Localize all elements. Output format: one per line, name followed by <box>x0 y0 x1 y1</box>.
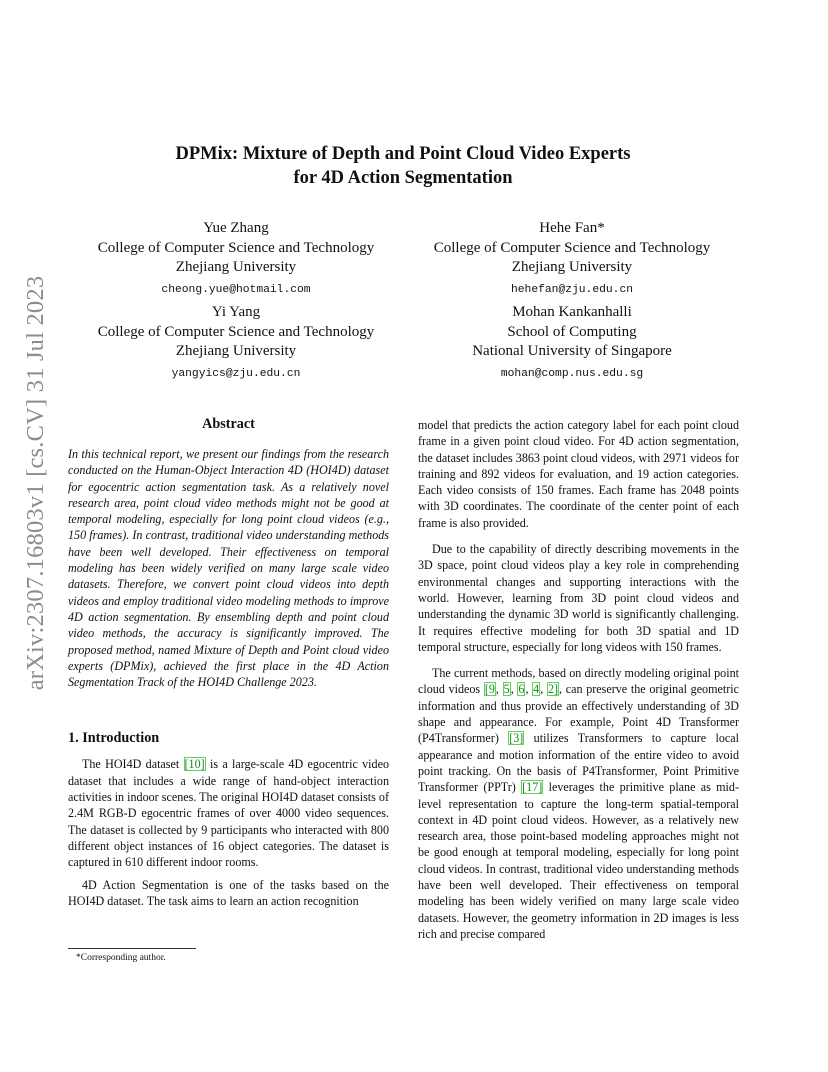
author-name: Yi Yang <box>211 304 261 320</box>
author-affiliation: College of Computer Science and Technology <box>433 239 711 256</box>
citation-link[interactable]: [9 <box>484 682 495 697</box>
citation-link[interactable]: [17] <box>522 780 543 795</box>
abstract-heading: Abstract <box>202 416 255 432</box>
intro-paragraph-4: The current methods, based on directly modeling original point cloud videos [9, 5, 6, 4, 2], can preserve the original geometric information and thus provide an effectively understanding of 3D shape and appearance. For example, Point 4D Transformer (P4Transformer) [3] utilizes Transformers to capture local appearance and motion information of the entire video to avoid point tracking. On the basis of P4Transformer, Point Primitive Transformer (PPTr) [17] leverages the primitive plane as mid-level representation to capture the long-term spatial-temporal context in 4D point cloud videos. However, as a relatively new research area, those point-based modeling approaches might not be good enough at temporal modeling, especially for long point cloud videos. In contrast, traditional video understanding methods have been well developed. Their effectiveness on temporal modeling has been widely verified on many large scale video datasets. However, the geometry information in 2D images is less rich and precise compared <box>418 666 739 941</box>
footnote-rule <box>68 948 196 949</box>
author-name: Yue Zhang <box>203 220 269 236</box>
author-institution: Zhejiang University <box>175 343 297 359</box>
intro-paragraph-2: 4D Action Segmentation is one of the tasks based on the HOI4D dataset. The task aims to learn an action recognition <box>68 877 389 908</box>
author-email: yangyics@zju.edu.cn <box>171 367 301 380</box>
author-block-2 <box>392 219 752 298</box>
citation-link[interactable]: 2] <box>547 682 559 697</box>
author-affiliation: College of Computer Science and Technology <box>97 239 375 256</box>
citation-link[interactable]: 6 <box>518 682 525 697</box>
arxiv-identifier-text: arXiv:2307.16803v1 [cs.CV] 31 Jul 2023 <box>22 275 49 691</box>
author-block-4 <box>392 303 752 382</box>
footnote: *Corresponding author. <box>76 953 166 963</box>
author-name: Mohan Kankanhalli <box>512 304 632 320</box>
paper-title <box>100 142 706 190</box>
citation-link[interactable]: 4 <box>533 682 540 697</box>
paper-title-line2: for 4D Action Segmentation <box>293 168 513 188</box>
author-email: mohan@comp.nus.edu.sg <box>500 367 644 380</box>
author-institution: Zhejiang University <box>511 259 633 275</box>
author-institution: National University of Singapore <box>472 343 672 359</box>
author-institution: Zhejiang University <box>175 259 297 275</box>
right-column <box>418 417 739 942</box>
citation-link[interactable]: 5 <box>503 682 510 697</box>
author-affiliation: School of Computing <box>507 323 637 340</box>
paper-title-line1: DPMix: Mixture of Depth and Point Cloud Video Experts <box>175 144 631 164</box>
citation-link[interactable]: [3] <box>509 731 524 746</box>
left-column <box>68 414 389 909</box>
author-block-3 <box>56 303 416 382</box>
section-heading-introduction: 1. Introduction <box>68 730 160 747</box>
author-email: hehefan@zju.edu.cn <box>510 283 634 296</box>
citation-link[interactable]: [10] <box>184 757 205 772</box>
author-email: cheong.yue@hotmail.com <box>161 283 311 296</box>
arxiv-identifier <box>22 275 50 691</box>
intro-paragraph-3: Due to the capability of directly describing movements in the 3D space, point cloud videos play a key role in comprehending environmental changes and supporting interactions with the world. However, learning from 3D point cloud videos and understanding the dynamic 3D world is significantly challenging. It requires effective modeling for both 3D spatial and 1D temporal structure, especially for long videos with 150 frames. <box>418 542 739 654</box>
author-name: Hehe Fan* <box>539 220 605 236</box>
author-block-1 <box>56 219 416 298</box>
author-affiliation: College of Computer Science and Technology <box>97 323 375 340</box>
intro-paragraph-1: The HOI4D dataset [10] is a large-scale 4D egocentric video dataset that includes a wide range of hand-object interaction activities in indoor scenes. The original HOI4D dataset consists of 2.4M RGB-D egocentric frames of over 4000 video sequences. The dataset is collected by 9 participants who interacted with 800 different object instances of 16 object categories. The dataset is captured in 610 different indoor rooms. <box>68 757 390 870</box>
intro-paragraph-2-continued: model that predicts the action category label for each point cloud frame in a given point cloud video. For 4D action segmentation, the dataset includes 3863 point cloud videos, with 2971 videos for training and 892 videos for evaluation, and 19 action categories. Each video consists of 150 frames. Each frame has 2048 points with 3D coordinates. The coordinate of the center point of each frame is also provided. <box>418 418 739 530</box>
abstract-text: In this technical report, we present our findings from the research conducted on the Human-Object Interaction 4D (HOI4D) dataset for egocentric action segmentation task. As a relatively novel research area, point cloud video methods might not be good at temporal modeling, especially for long point cloud videos (e.g., 150 frames). In contrast, traditional video understanding methods have been well developed. Their effectiveness on temporal modeling has been widely verified on many large scale video datasets. Therefore, we convert point cloud videos into depth videos and employ traditional video modeling methods to improve 4D action segmentation. By ensembling depth and point cloud video methods, the accuracy is significantly improved. The proposed method, named Mixture of Depth and Point cloud video experts (DPMix), achieved the first place in the 4D Action Segmentation Track of the HOI4D Challenge 2023. <box>68 447 389 690</box>
